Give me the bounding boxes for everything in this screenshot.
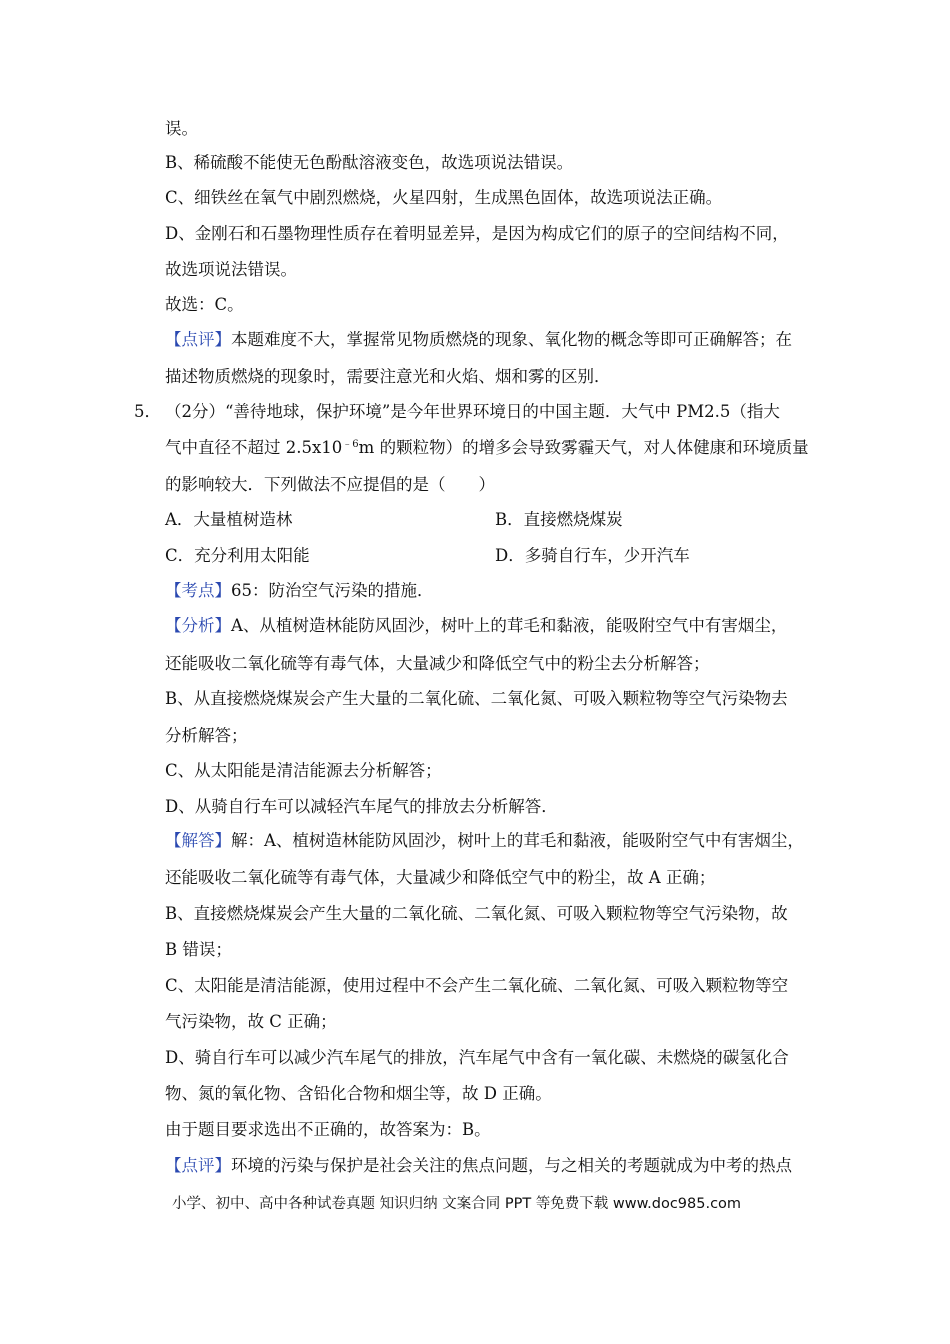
option-c: C．充分利用太阳能 [165,546,310,565]
tag-fenxi: 分析 [181,616,215,635]
fenxi-line [165,615,787,637]
question-stem: 的影响较大．下列做法不应提倡的是（ ） [165,475,495,494]
option-d: D．多骑自行车，少开汽车 [495,546,690,565]
tag-bracket-open: 【 [165,581,182,600]
text-line: 由于题目要求选出不正确的，故答案为：B。 [165,1120,491,1139]
tag-bracket-close: 】 [214,581,231,600]
text-line: C、太阳能是清洁能源，使用过程中不会产生二氧化硫、二氧化氮、可吸入颗粒物等空 [165,976,789,995]
tag-bracket-close: 】 [214,330,231,349]
kaodian-text: 65：防治空气污染的措施． [231,581,434,600]
text-line: 描述物质燃烧的现象时，需要注意光和火焰、烟和雾的区别． [165,367,611,386]
text-line: C、细铁丝在氧气中剧烈燃烧，火星四射，生成黑色固体，故选项说法正确。 [165,188,723,207]
jieda-text: 解：A、植树造林能防风固沙，树叶上的茸毛和黏液，能吸附空气中有害烟尘， [231,831,804,850]
stem-part: 气中直径不超过 2.5x10 [165,438,343,457]
tag-dianping: 点评 [181,330,215,349]
tag-bracket-open: 【 [165,831,182,850]
text-line: B 错误； [165,940,232,959]
tag-bracket-close: 】 [214,616,231,635]
option-a: A．大量植树造林 [165,510,293,529]
question-stem [165,437,809,459]
text-line: B、稀硫酸不能使无色酚酞溶液变色，故选项说法错误。 [165,153,574,172]
tag-bracket-open: 【 [165,330,182,349]
comment-text: 本题难度不大，掌握常见物质燃烧的现象、氧化物的概念等即可正确解答；在 [231,330,792,349]
page-footer: 小学、初中、高中各种试卷真题 知识归纳 文案合同 PPT 等免费下载 www.doc985.com [172,1196,742,1212]
tag-bracket-open: 【 [165,616,182,635]
tag-jieda: 解答 [181,831,215,850]
text-line: D、骑自行车可以减少汽车尾气的排放，汽车尾气中含有一氧化碳、未燃烧的碳氢化合 [165,1048,789,1067]
text-line: 故选项说法错误。 [165,260,297,279]
tag-bracket-close: 】 [214,1156,231,1175]
text-line: D、金刚石和石墨物理性质存在着明显差异，是因为构成它们的原子的空间结构不同， [165,224,789,243]
text-line: 误。 [165,119,198,138]
text-line: 物、氮的氧化物、含铅化合物和烟尘等，故 D 正确。 [165,1084,552,1103]
option-b: B．直接燃烧煤炭 [495,510,623,529]
jieda-line [165,830,804,852]
kaodian-line [165,580,434,602]
text-line: C、从太阳能是清洁能源去分析解答； [165,761,442,780]
tag-kaodian: 考点 [181,581,215,600]
text-line: 故选：C。 [165,295,244,314]
text-line: B、从直接燃烧煤炭会产生大量的二氧化硫、二氧化氮、可吸入颗粒物等空气污染物去 [165,689,788,708]
question-stem: （2分）“善待地球，保护环境”是今年世界环境日的中国主题．大气中 PM2.5（指大 [165,402,780,421]
text-line: D、从骑自行车可以减轻汽车尾气的排放去分析解答． [165,797,558,816]
text-line: 分析解答； [165,726,248,745]
text-line: 还能吸收二氧化硫等有毒气体，大量减少和降低空气中的粉尘，故 A 正确； [165,868,716,887]
comment-text: 环境的污染与保护是社会关注的焦点问题，与之相关的考题就成为中考的热点 [231,1156,792,1175]
tag-bracket-close: 】 [214,831,231,850]
tag-bracket-open: 【 [165,1156,182,1175]
stem-part: m 的颗粒物）的增多会导致雾霾天气，对人体健康和环境质量 [358,438,809,457]
comment-line [165,1155,792,1177]
comment-line [165,329,792,351]
text-line: 还能吸收二氧化硫等有毒气体，大量减少和降低空气中的粉尘去分析解答； [165,654,710,673]
text-line: 气污染物，故 C 正确； [165,1012,337,1031]
tag-dianping: 点评 [181,1156,215,1175]
fenxi-text: A、从植树造林能防风固沙，树叶上的茸毛和黏液，能吸附空气中有害烟尘， [231,616,788,635]
question-number: 5． [134,402,161,421]
exponent: ﹣6 [342,439,359,450]
text-line: B、直接燃烧煤炭会产生大量的二氧化硫、二氧化氮、可吸入颗粒物等空气污染物，故 [165,904,788,923]
